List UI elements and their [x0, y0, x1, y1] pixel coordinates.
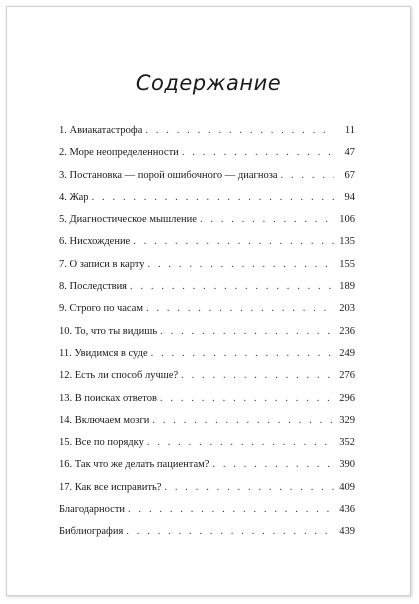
toc-entry-label: 7. О записи в карту: [59, 258, 145, 270]
toc-entry-page: 135: [339, 236, 355, 248]
toc-entry-label: 10. То, что ты видишь: [59, 325, 158, 337]
toc-entry: [59, 303, 355, 325]
toc-entry-page: 296: [339, 392, 355, 404]
dot-leader: [92, 192, 334, 203]
toc-entry-label: 13. В поисках ответов: [59, 392, 157, 404]
dot-leader: [160, 326, 334, 337]
toc-entry-page: 390: [339, 459, 355, 471]
toc-entry-page: 409: [339, 481, 355, 493]
toc-entry-page: 106: [339, 214, 355, 226]
toc-entry: [59, 504, 355, 526]
toc-entry-label: 5. Диагностическое мышление: [59, 214, 197, 226]
toc-entry: [59, 348, 355, 370]
dot-leader: [200, 214, 334, 225]
toc-entry-page: 189: [339, 281, 355, 293]
toc-entry: [59, 125, 355, 147]
toc-entry-page: 155: [339, 258, 355, 270]
dot-leader: [281, 170, 334, 181]
toc-entry-label: 1. Авиакатастрофа: [59, 125, 143, 136]
dot-leader: [128, 504, 334, 515]
toc-list: [59, 125, 355, 549]
toc-entry: [59, 459, 355, 481]
toc-entry-page: 94: [344, 191, 355, 203]
toc-entry-label: 12. Есть ли способ лучше?: [59, 370, 179, 382]
toc-entry: [59, 415, 355, 437]
toc-entry: [59, 236, 355, 258]
dot-leader: [152, 415, 334, 426]
toc-entry-page: 11: [344, 125, 355, 136]
toc-entry: [59, 192, 355, 214]
toc-entry-page: 67: [344, 169, 355, 181]
dot-leader: [212, 459, 334, 470]
toc-entry-page: 276: [339, 370, 355, 382]
dot-leader: [146, 303, 334, 314]
toc-entry: [59, 393, 355, 415]
toc-entry-page: 352: [339, 437, 355, 449]
toc-entry-label: 11. Увидимся в суде: [59, 347, 148, 359]
toc-entry-label: 9. Строго по часам: [59, 303, 144, 315]
toc-entry-page: 203: [339, 303, 355, 315]
dot-leader: [133, 236, 334, 247]
toc-entry-label: 14. Включаем мозги: [59, 414, 150, 426]
toc-entry-page: 249: [339, 347, 355, 359]
toc-entry: [59, 259, 355, 281]
book-page: [6, 6, 411, 596]
dot-leader: [151, 348, 334, 359]
dot-leader: [182, 147, 334, 158]
dot-leader: [147, 437, 334, 448]
toc-entry-label: 3. Постановка — порой ошибочного — диагноза: [59, 169, 278, 181]
toc-entry-label: 4. Жар: [59, 191, 89, 203]
toc-entry-page: 439: [339, 526, 355, 538]
toc-entry-label: 15. Все по порядку: [59, 437, 144, 449]
toc-entry: [59, 147, 355, 169]
toc-entry-label: 16. Так что же делать пациентам?: [59, 459, 210, 471]
toc-entry-page: 236: [339, 325, 355, 337]
dot-leader: [181, 370, 334, 381]
toc-entry: [59, 281, 355, 303]
toc-entry-label: 2. Море неопределенности: [59, 147, 179, 159]
toc-entry-page: 329: [339, 414, 355, 426]
dot-leader: [145, 125, 334, 136]
dot-leader: [164, 482, 334, 493]
page-title: Содержание: [135, 71, 282, 95]
toc-entry-label: Благодарности: [59, 504, 126, 516]
dot-leader: [148, 259, 334, 270]
toc-entry: [59, 370, 355, 392]
toc-entry-page: 436: [339, 504, 355, 516]
toc-entry: [59, 437, 355, 459]
toc-entry: [59, 482, 355, 504]
dot-leader: [130, 281, 334, 292]
toc-entry: [59, 526, 355, 548]
toc-entry-page: 47: [344, 147, 355, 159]
dot-leader: [160, 393, 334, 404]
toc-entry-label: 8. Последствия: [59, 281, 128, 293]
toc-entry-label: 6. Нисхождение: [59, 236, 131, 248]
toc-entry-label: Библиография: [59, 526, 124, 538]
dot-leader: [126, 526, 334, 537]
toc-entry-label: 17. Как все исправить?: [59, 481, 162, 493]
toc-entry: [59, 214, 355, 236]
toc-entry: [59, 170, 355, 192]
toc-entry: [59, 326, 355, 348]
